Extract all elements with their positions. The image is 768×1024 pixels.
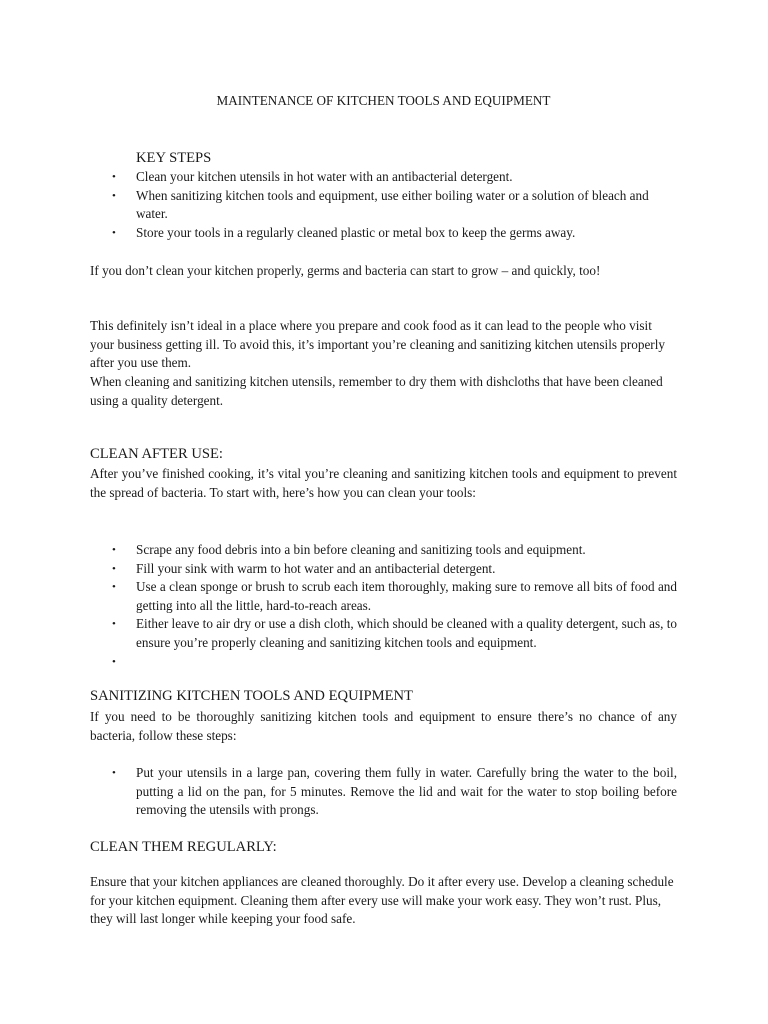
list-item: • Scrape any food debris into a bin before cleaning and sanitizing tools and equipment.: [90, 541, 677, 560]
sanitizing-intro: If you need to be thoroughly sanitizing kitchen tools and equipment to ensure there’s no chance of any bacteria, follow these steps:: [90, 709, 677, 743]
list-item: • Clean your kitchen utensils in hot water with an antibacterial detergent.: [90, 168, 677, 187]
bullet-icon: •: [112, 544, 116, 556]
document-title: MAINTENANCE OF KITCHEN TOOLS AND EQUIPMENT: [216, 93, 551, 108]
clean-regularly-body: Ensure that your kitchen appliances are cleaned thoroughly. Do it after every use. Develop a cleaning schedule for your kitchen equipment. Cleaning them after every use will make your work easy. They won’t rust. Plus, they will last longer while keeping your food safe.: [90, 874, 674, 927]
bullet-icon: •: [112, 226, 116, 239]
bullet-icon: •: [112, 562, 116, 575]
list-item: • Store your tools in a regularly cleaned plastic or metal box to keep the germs away.: [90, 224, 677, 243]
clean-regularly-heading: CLEAN THEM REGULARLY:: [90, 839, 277, 855]
key-steps-heading: KEY STEPS: [136, 150, 212, 166]
clean-after-use-list: [90, 541, 677, 671]
bullet-icon: •: [112, 655, 116, 668]
bullet-icon: •: [112, 189, 116, 202]
sanitizing-heading: SANITIZING KITCHEN TOOLS AND EQUIPMENT: [90, 688, 413, 704]
intro-paragraph: When cleaning and sanitizing kitchen utensils, remember to dry them with dishcloths that have been cleaned using a quality detergent.: [90, 374, 663, 408]
document-page: [90, 0, 677, 1024]
bullet-icon: •: [112, 767, 116, 779]
list-item: • Either leave to air dry or use a dish cloth, which should be cleaned with a quality detergent, such as, to ensure you’re properly cleaning and sanitizing kitchen tools and equipment.: [112, 616, 677, 650]
clean-after-use-intro: After you’ve finished cooking, it’s vital you’re cleaning and sanitizing kitchen tools and equipment to prevent the spread of bacteria. To start with, here’s how you can clean your tools:: [90, 466, 677, 500]
list-item: • Fill your sink with warm to hot water and an antibacterial detergent.: [90, 560, 677, 579]
intro-paragraph: This definitely isn’t ideal in a place where you prepare and cook food as it can lead to the people who visit your business getting ill. To avoid this, it’s important you’re cleaning and sanitizing kitchen utensils properly after you use them.: [90, 318, 665, 371]
bullet-icon: •: [112, 171, 116, 183]
list-item: • When sanitizing kitchen tools and equipment, use either boiling water or a solution of bleach and water.: [112, 187, 649, 222]
list-item: [90, 653, 677, 671]
list-item: • Use a clean sponge or brush to scrub each item thoroughly, making sure to remove all bits of food and getting into all the little, hard-to-reach areas.: [112, 579, 677, 613]
clean-after-use-heading: CLEAN AFTER USE:: [90, 446, 223, 462]
key-steps-list: [90, 168, 677, 242]
bullet-icon: •: [112, 581, 116, 594]
sanitizing-list: [90, 764, 677, 820]
bullet-icon: •: [112, 618, 116, 631]
list-item: • Put your utensils in a large pan, covering them fully in water. Carefully bring the water to the boil, putting a lid on the pan, for 5 minutes. Remove the lid and wait for the water to stop boiling before removing the utensils with prongs.: [112, 765, 677, 818]
intro-paragraph: If you don’t clean your kitchen properly, germs and bacteria can start to grow – and quickly, too!: [90, 263, 601, 278]
